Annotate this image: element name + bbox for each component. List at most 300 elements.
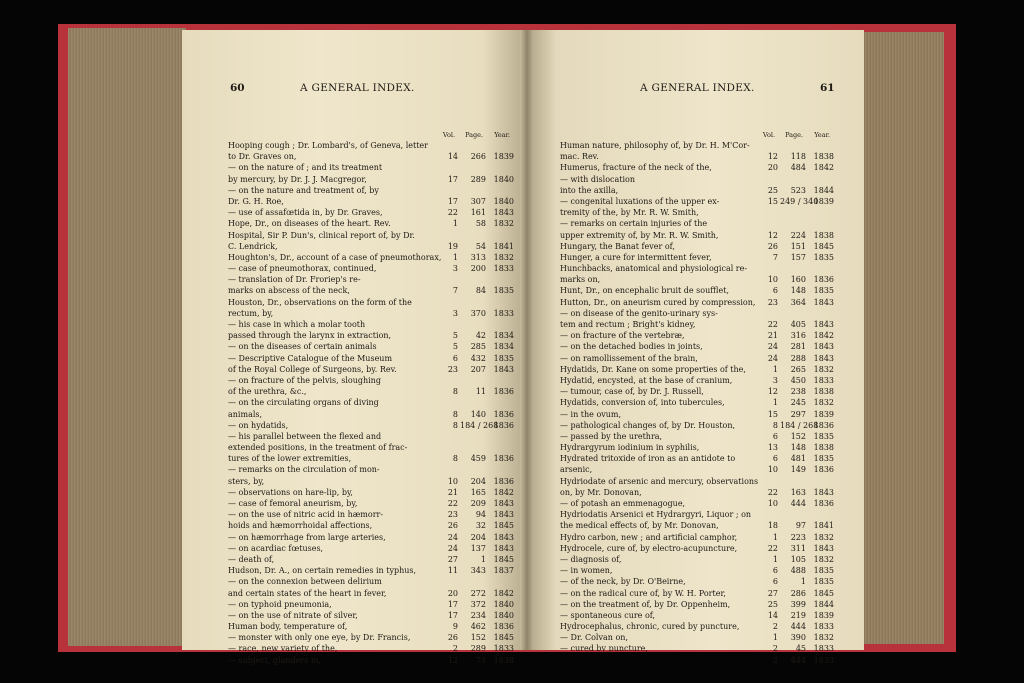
- entry-page: 184 / 268: [780, 420, 819, 430]
- index-entry: [560, 543, 838, 554]
- entry-year: 1844: [813, 599, 834, 609]
- entry-year: 1838: [813, 387, 834, 397]
- entry-year: 1843: [813, 353, 834, 363]
- index-entry: [228, 565, 514, 576]
- entry-text: passed through the larynx in extraction,: [228, 331, 392, 341]
- entry-page: 223: [790, 532, 806, 542]
- entry-volume: 21: [447, 487, 458, 497]
- index-entry: [228, 274, 514, 285]
- entry-year: 1836: [493, 454, 514, 464]
- entry-page: 140: [470, 409, 486, 419]
- entry-year: 1833: [493, 644, 514, 654]
- entry-year: 1836: [813, 465, 834, 475]
- entry-text: animals,: [228, 409, 263, 419]
- entry-text: — translation of Dr. Froriep's re-: [228, 275, 361, 285]
- index-entry: [560, 576, 838, 587]
- entry-year: 1838: [813, 230, 834, 240]
- entry-page: 94: [475, 510, 486, 520]
- entry-text: — on the connexion between delirium: [228, 577, 382, 587]
- entry-text: — on the detached bodies in joints,: [560, 342, 703, 352]
- entry-page: 148: [790, 286, 806, 296]
- entry-page: 165: [470, 487, 486, 497]
- index-entry: [228, 397, 514, 408]
- index-entry: [228, 364, 514, 375]
- entry-text: — on fracture of the pelvis, sloughing: [228, 375, 381, 385]
- entry-page: 97: [795, 521, 806, 531]
- entry-text: — on fracture of the vertebræ,: [560, 331, 685, 341]
- col-page: Page.: [785, 131, 804, 139]
- entry-volume: 12: [767, 152, 778, 162]
- index-entry: [228, 252, 514, 263]
- index-entry: [228, 341, 514, 352]
- entry-year: 1842: [493, 487, 514, 497]
- entry-text: — on typhoid pneumonia,: [228, 599, 332, 609]
- index-entry: [228, 330, 514, 341]
- entry-volume: 20: [447, 588, 458, 598]
- entry-page: 219: [790, 610, 806, 620]
- index-entry: [228, 174, 514, 185]
- entry-text: — on the diseases of certain animals: [228, 342, 377, 352]
- entry-year: 1838: [813, 152, 834, 162]
- entry-volume: 24: [767, 353, 778, 363]
- entry-page: 157: [790, 252, 806, 262]
- index-entry: [228, 140, 514, 151]
- entry-text: — on disease of the genito-urinary sys-: [560, 308, 718, 318]
- index-entry: [228, 263, 514, 274]
- entry-volume: 1: [772, 554, 778, 564]
- entry-volume: 24: [767, 342, 778, 352]
- entry-year: 1837: [493, 566, 514, 576]
- index-entry: [228, 498, 514, 509]
- index-entry: [560, 621, 838, 632]
- entry-year: 1843: [493, 364, 514, 374]
- entry-volume: 8: [772, 420, 778, 430]
- index-entry: [228, 509, 514, 520]
- col-year: Year.: [814, 131, 831, 139]
- entry-volume: 2: [772, 655, 778, 665]
- entry-year: 1843: [813, 487, 834, 497]
- entry-page: 289: [470, 644, 486, 654]
- index-entry: [560, 297, 838, 308]
- index-entry: [560, 464, 838, 475]
- entry-text: — pathological changes of, by Dr. Houston,: [560, 420, 736, 430]
- page-edges-right: [862, 32, 944, 644]
- entry-text: — subject, glanders in,: [228, 655, 322, 665]
- entry-text: — on the treatment of, by Dr. Oppenheim,: [560, 599, 731, 609]
- running-head: A GENERAL INDEX.: [640, 82, 755, 94]
- entry-year: 1833: [813, 622, 834, 632]
- entry-page: 149: [790, 465, 806, 475]
- entry-volume: 21: [767, 331, 778, 341]
- entry-page: 444: [790, 655, 806, 665]
- entry-volume: 13: [767, 443, 778, 453]
- left-page: [182, 30, 524, 665]
- entry-text: — his case in which a molar tooth: [228, 320, 366, 329]
- entry-volume: 1: [772, 398, 778, 408]
- entry-volume: 10: [447, 476, 458, 486]
- index-entry: [228, 464, 514, 475]
- entry-page: 307: [470, 196, 486, 206]
- entry-volume: 17: [447, 610, 458, 620]
- entry-year: 1832: [813, 532, 834, 542]
- index-entry: [560, 140, 838, 151]
- entry-volume: 10: [767, 499, 778, 508]
- entry-year: 1845: [813, 588, 834, 598]
- running-head: A GENERAL INDEX.: [300, 82, 415, 94]
- index-entries: [560, 140, 838, 666]
- entry-volume: 22: [447, 208, 458, 218]
- index-entry: [560, 420, 838, 431]
- entry-text: — congenital luxations of the upper ex-: [560, 196, 720, 206]
- index-entry: [560, 207, 838, 218]
- entry-page: 137: [470, 543, 486, 553]
- entry-text: Human nature, philosophy of, by Dr. H. M'Cor-: [560, 141, 750, 150]
- entry-year: 1836: [493, 622, 514, 632]
- entry-page: 272: [470, 588, 486, 598]
- entry-year: 1845: [813, 241, 834, 251]
- index-entry: [560, 230, 838, 241]
- entry-year: 1843: [493, 532, 514, 542]
- entry-page: 390: [790, 633, 806, 643]
- entry-text: Hydro carbon, new ; and artificial camphor,: [560, 532, 738, 542]
- entry-volume: 9: [452, 622, 458, 632]
- entry-year: 1836: [493, 387, 514, 397]
- index-entry: [560, 263, 838, 274]
- entry-page: 152: [790, 431, 806, 441]
- index-entry: [560, 610, 838, 621]
- entry-text: Hunger, a cure for intermittent fever,: [560, 252, 712, 262]
- index-entry: [228, 409, 514, 420]
- index-entry: [228, 196, 514, 207]
- entry-text: Hydrated tritoxide of iron as an antidote to: [560, 454, 736, 464]
- entry-text: — spontaneous cure of,: [560, 610, 655, 620]
- entry-volume: 6: [772, 286, 778, 296]
- entry-year: 1838: [493, 655, 514, 665]
- entry-page: 444: [790, 499, 806, 508]
- entry-text: Hunt, Dr., on encephalic bruit de soufflet,: [560, 286, 729, 296]
- entry-volume: 22: [447, 499, 458, 508]
- entry-year: 1841: [493, 241, 514, 251]
- page-edges-left: [68, 28, 186, 646]
- entry-text: — on the circulating organs of diving: [228, 398, 379, 408]
- entry-page: 488: [790, 566, 806, 576]
- entry-text: the medical effects of, by Mr. Donovan,: [560, 521, 719, 531]
- entry-year: 1840: [493, 196, 514, 206]
- entry-year: 1839: [493, 152, 514, 162]
- entry-text: Hydatids, conversion of, into tubercules,: [560, 398, 725, 408]
- entry-volume: 1: [452, 219, 458, 229]
- entry-year: 1832: [493, 252, 514, 262]
- entry-year: 1835: [813, 454, 834, 464]
- index-entry: [560, 409, 838, 420]
- entry-text: — monster with only one eye, by Dr. Francis,: [228, 633, 411, 643]
- entry-year: 1836: [813, 275, 834, 285]
- column-headers: [440, 131, 514, 139]
- entry-page: 297: [790, 409, 806, 419]
- entry-year: 1833: [493, 264, 514, 274]
- index-entry: [228, 285, 514, 296]
- entry-page: 200: [470, 264, 486, 274]
- entry-text: upper extremity of, by Mr. R. W. Smith,: [560, 230, 719, 240]
- index-entry: [560, 599, 838, 610]
- entry-page: 459: [470, 454, 486, 464]
- index-entry: [560, 218, 838, 229]
- entry-volume: 23: [447, 510, 458, 520]
- entry-text: Hydrocephalus, chronic, cured by puncture,: [560, 622, 740, 632]
- entry-year: 1843: [813, 297, 834, 307]
- index-entry: [560, 498, 838, 509]
- index-entry: [228, 151, 514, 162]
- entry-page: 148: [790, 443, 806, 453]
- entry-text: sters, by,: [228, 476, 265, 486]
- index-entry: [228, 185, 514, 196]
- entry-volume: 22: [767, 320, 778, 329]
- entry-volume: 8: [452, 387, 458, 397]
- entry-page: 207: [470, 364, 486, 374]
- entry-text: — on the use of nitric acid in hæmorr-: [228, 510, 384, 520]
- entry-page: 285: [470, 342, 486, 352]
- index-entry: [228, 297, 514, 308]
- entry-volume: 6: [452, 353, 458, 363]
- entry-volume: 12: [767, 230, 778, 240]
- index-entry: [560, 655, 838, 666]
- entry-volume: 8: [452, 409, 458, 419]
- entry-text: Hospital, Sir P. Dun's, clinical report of, by Dr.: [228, 230, 415, 240]
- entry-page: 266: [470, 152, 486, 162]
- index-entry: [560, 554, 838, 565]
- entry-text: to Dr. Graves on,: [228, 152, 297, 162]
- entry-volume: 14: [767, 610, 778, 620]
- entry-text: hoids and hæmorrhoidal affections,: [228, 521, 373, 531]
- entry-volume: 1: [772, 532, 778, 542]
- entry-text: — diagnosis of,: [560, 554, 622, 564]
- index-entry: [228, 554, 514, 565]
- col-vol: Vol.: [762, 131, 776, 139]
- index-entry: [228, 543, 514, 554]
- entry-volume: 22: [767, 543, 778, 553]
- entry-year: 1832: [813, 398, 834, 408]
- index-entry: [228, 453, 514, 464]
- entry-text: — his parallel between the flexed and: [228, 431, 382, 441]
- entry-year: 1843: [493, 543, 514, 553]
- entry-text: Hudson, Dr. A., on certain remedies in typhus,: [228, 566, 417, 576]
- index-entry: [560, 196, 838, 207]
- entry-text: Hunchbacks, anatomical and physiological re-: [560, 264, 748, 274]
- entry-page: 281: [790, 342, 806, 352]
- entry-year: 1843: [813, 342, 834, 352]
- entry-text: C. Lendrick,: [228, 241, 278, 251]
- entry-volume: 20: [767, 163, 778, 173]
- entry-page: 450: [790, 375, 806, 385]
- index-entry: [560, 453, 838, 464]
- index-entry: [560, 308, 838, 319]
- entry-year: 1836: [493, 420, 514, 430]
- entry-year: 1832: [813, 554, 834, 564]
- entry-volume: 6: [772, 566, 778, 576]
- index-entry: [560, 241, 838, 252]
- entry-page: 234: [470, 610, 486, 620]
- index-entry: [560, 330, 838, 341]
- entry-page: 481: [790, 454, 806, 464]
- index-entry: [228, 386, 514, 397]
- entry-text: — Dr. Colvan on,: [560, 633, 628, 643]
- index-entry: [228, 207, 514, 218]
- index-entry: [228, 375, 514, 386]
- entry-year: 1842: [493, 588, 514, 598]
- entry-year: 1843: [813, 320, 834, 329]
- entry-volume: 2: [772, 644, 778, 654]
- entry-year: 1836: [813, 420, 834, 430]
- entry-volume: 15: [767, 196, 778, 206]
- entry-page: 316: [790, 331, 806, 341]
- entry-text: — tumour, case of, by Dr. J. Russell,: [560, 387, 704, 397]
- entry-year: 1834: [493, 342, 514, 352]
- entry-text: of the Royal College of Surgeons, by. Rev.: [228, 364, 397, 374]
- entry-page: 249 / 340: [780, 196, 819, 206]
- entry-page: 42: [475, 331, 486, 341]
- index-entry: [228, 655, 514, 666]
- entry-year: 1835: [813, 286, 834, 296]
- entry-text: rectum, by,: [228, 308, 274, 318]
- entry-page: 58: [475, 219, 486, 229]
- index-entry: [560, 375, 838, 386]
- index-entry: [228, 241, 514, 252]
- entry-page: 364: [790, 297, 806, 307]
- entry-text: — in women,: [560, 566, 613, 576]
- entry-year: 1836: [493, 476, 514, 486]
- entry-text: Hydriodatis Arsenici et Hydrargyri, Liquor ; on: [560, 510, 752, 520]
- entry-text: — on hæmorrhage from large arteries,: [228, 532, 386, 542]
- entry-text: — on the use of nitrate of silver,: [228, 610, 358, 620]
- entry-page: 313: [470, 252, 486, 262]
- entry-volume: 10: [767, 275, 778, 285]
- entry-year: 1836: [493, 409, 514, 419]
- entry-year: 1835: [493, 353, 514, 363]
- entry-page: 151: [790, 241, 806, 251]
- entry-text: Hydrargyrum iodinium in syphilis,: [560, 443, 700, 453]
- entry-page: 343: [470, 566, 486, 576]
- entry-text: — remarks on certain injuries of the: [560, 219, 708, 229]
- entry-text: — on the nature and treatment of, by: [228, 185, 379, 195]
- entry-year: 1832: [813, 633, 834, 643]
- entry-text: tures of the lower extremities,: [228, 454, 352, 464]
- entry-volume: 7: [772, 252, 778, 262]
- entry-text: and certain states of the heart in fever,: [228, 588, 387, 598]
- entry-year: 1833: [493, 308, 514, 318]
- index-entry: [228, 588, 514, 599]
- entry-text: Houghton's, Dr., account of a case of pneumothorax,: [228, 252, 442, 262]
- entry-volume: 5: [452, 331, 458, 341]
- entry-volume: 17: [447, 196, 458, 206]
- index-entry: [560, 632, 838, 643]
- entry-text: tem and rectum ; Bright's kidney,: [560, 320, 696, 329]
- index-entry: [560, 565, 838, 576]
- index-entry: [560, 487, 838, 498]
- entry-volume: 1: [772, 364, 778, 374]
- entry-text: tremity of the, by Mr. R. W. Smith,: [560, 208, 699, 218]
- entry-volume: 1: [452, 252, 458, 262]
- entry-volume: 11: [447, 566, 458, 576]
- index-entry: [560, 643, 838, 654]
- entry-volume: 6: [772, 577, 778, 587]
- entry-text: Hydriodate of arsenic and mercury, observations: [560, 476, 759, 486]
- index-entry: [228, 632, 514, 643]
- entry-text: Hutton, Dr., on aneurism cured by compression,: [560, 297, 756, 307]
- entry-volume: 23: [447, 364, 458, 374]
- index-entry: [560, 319, 838, 330]
- entry-text: — on ramollissement of the brain,: [560, 353, 698, 363]
- entry-page: 84: [475, 286, 486, 296]
- entry-text: extended positions, in the treatment of frac-: [228, 443, 408, 453]
- entry-text: — on the radical cure of, by W. H. Porter,: [560, 588, 726, 598]
- entry-text: on, by Mr. Donovan,: [560, 487, 642, 497]
- entry-volume: 26: [447, 633, 458, 643]
- entry-volume: 15: [767, 409, 778, 419]
- column-headers: [760, 131, 834, 139]
- entry-volume: 25: [767, 599, 778, 609]
- entry-volume: 26: [447, 521, 458, 531]
- entry-text: — in the ovum,: [560, 409, 622, 419]
- entry-text: — on acardiac fœtuses,: [228, 543, 324, 553]
- entry-page: 45: [795, 644, 806, 654]
- entry-year: 1843: [493, 510, 514, 520]
- index-entry: [228, 218, 514, 229]
- entry-page: 444: [790, 622, 806, 632]
- entry-year: 1835: [493, 286, 514, 296]
- entry-text: of the urethra, &c.,: [228, 387, 307, 397]
- col-vol: Vol.: [442, 131, 456, 139]
- entry-volume: 3: [772, 375, 778, 385]
- entry-page: 462: [470, 622, 486, 632]
- entry-text: Human body, temperature of,: [228, 622, 348, 632]
- entry-text: marks on abscess of the neck,: [228, 286, 350, 296]
- entry-year: 1835: [813, 566, 834, 576]
- entry-page: 204: [470, 476, 486, 486]
- entry-volume: 23: [767, 297, 778, 307]
- index-entry: [560, 520, 838, 531]
- entry-year: 1833: [813, 375, 834, 385]
- entry-year: 1839: [813, 196, 834, 206]
- index-entry: [560, 185, 838, 196]
- entry-text: Hydatid, encysted, at the base of cranium,: [560, 375, 733, 385]
- index-entry: [228, 230, 514, 241]
- entry-year: 1845: [493, 521, 514, 531]
- entry-page: 288: [790, 353, 806, 363]
- index-entry: [560, 174, 838, 185]
- entry-volume: 2: [452, 644, 458, 654]
- entry-volume: 3: [452, 308, 458, 318]
- entry-page: 1: [800, 577, 806, 587]
- entry-year: 1839: [813, 409, 834, 419]
- entry-page: 105: [790, 554, 806, 564]
- entry-volume: 17: [447, 599, 458, 609]
- entry-text: into the axilla,: [560, 185, 619, 195]
- index-entry: [560, 162, 838, 173]
- entry-year: 1842: [813, 331, 834, 341]
- entry-year: 1835: [813, 431, 834, 441]
- entry-text: — on hydatids,: [228, 420, 289, 430]
- entry-year: 1836: [813, 499, 834, 508]
- book-gutter: [520, 30, 534, 650]
- entry-page: 432: [470, 353, 486, 363]
- entry-volume: 19: [447, 241, 458, 251]
- entry-volume: 18: [767, 521, 778, 531]
- index-entry: [560, 476, 838, 487]
- entry-page: 160: [790, 275, 806, 285]
- entry-text: — death of,: [228, 554, 275, 564]
- entry-volume: 27: [767, 588, 778, 598]
- right-page: [530, 30, 864, 665]
